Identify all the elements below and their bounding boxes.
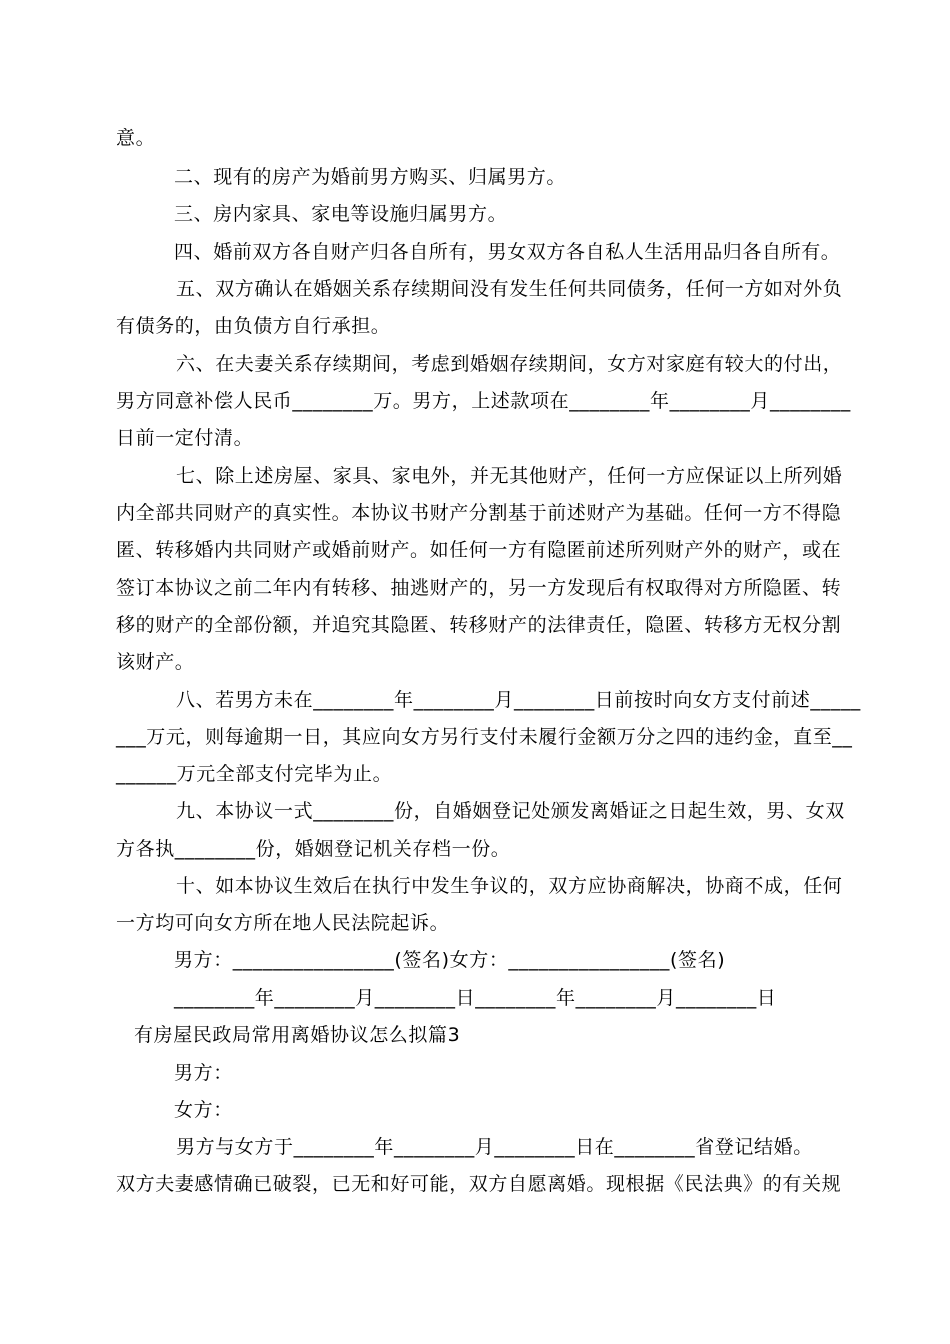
paragraph-line: 意。: [116, 127, 156, 149]
paragraph-line: 方各执________份，婚姻登记机关存档一份。: [116, 838, 511, 860]
paragraph-line: 内全部共同财产的真实性。本协议书财产分割基于前述财产为基础。任何一方不得隐: [116, 502, 842, 524]
paragraph-line: 匿、转移婚内共同财产或婚前财产。如任何一方有隐匿前述所列财产外的财产，或在: [116, 539, 842, 561]
date-line: ________年________月________日________年________月________日: [174, 987, 777, 1009]
clause-7: 七、除上述房屋、家具、家电外，并无其他财产，任何一方应保证以上所列婚: [176, 465, 843, 487]
paragraph-line: 男方同意补偿人民币________万。男方，上述款项在________年________月________: [116, 390, 851, 412]
paragraph-line: ___万元，则每逾期一日，其应向女方另行支付未履行金额万分之四的违约金，直至__: [116, 726, 853, 748]
paragraph-line: ______万元全部支付完毕为止。: [116, 763, 393, 785]
clause-9: 九、本协议一式________份，自婚姻登记处颁发离婚证之日起生效，男、女双: [176, 800, 845, 822]
paragraph-line: 该财产。: [116, 651, 195, 673]
clause-2: 二、现有的房产为婚前男方购买、归属男方。: [174, 166, 567, 188]
signature-line: 男方：________________(签名)女方：________________(签名): [174, 949, 726, 971]
party-male-label: 男方：: [174, 1062, 233, 1084]
paragraph-line: 日前一定付清。: [116, 427, 254, 449]
paragraph-line: 双方夫妻感情确已破裂，已无和好可能，双方自愿离婚。现根据《民法典》的有关规: [116, 1173, 842, 1195]
marriage-registration-line: 男方与女方于________年________月________日在________省登记结婚。: [176, 1136, 813, 1158]
clause-5: 五、双方确认在婚姻关系存续期间没有发生任何共同债务，任何一方如对外负: [176, 278, 843, 300]
clause-4: 四、婚前双方各自财产归各自所有，男女双方各自私人生活用品归各自所有。: [174, 241, 841, 263]
party-female-label: 女方：: [174, 1099, 233, 1121]
clause-6: 六、在夫妻关系存续期间，考虑到婚姻存续期间，女方对家庭有较大的付出，: [176, 353, 843, 375]
clause-10: 十、如本协议生效后在执行中发生争议的，双方应协商解决，协商不成，任何: [176, 875, 843, 897]
paragraph-line: 签订本协议之前二年内有转移、抽逃财产的，另一方发现后有权取得对方所隐匿、转: [116, 577, 842, 599]
clause-8: 八、若男方未在________年________月________日前按时向女方支付前述_____: [176, 689, 861, 711]
paragraph-line: 移的财产的全部份额，并追究其隐匿、转移财产的法律责任，隐匿、转移方无权分割: [116, 614, 842, 636]
section-heading: 有房屋民政局常用离婚协议怎么拟篇3: [134, 1024, 461, 1046]
paragraph-line: 有债务的，由负债方自行承担。: [116, 315, 391, 337]
clause-3: 三、房内家具、家电等设施归属男方。: [174, 203, 508, 225]
paragraph-line: 一方均可向女方所在地人民法院起诉。: [116, 912, 450, 934]
